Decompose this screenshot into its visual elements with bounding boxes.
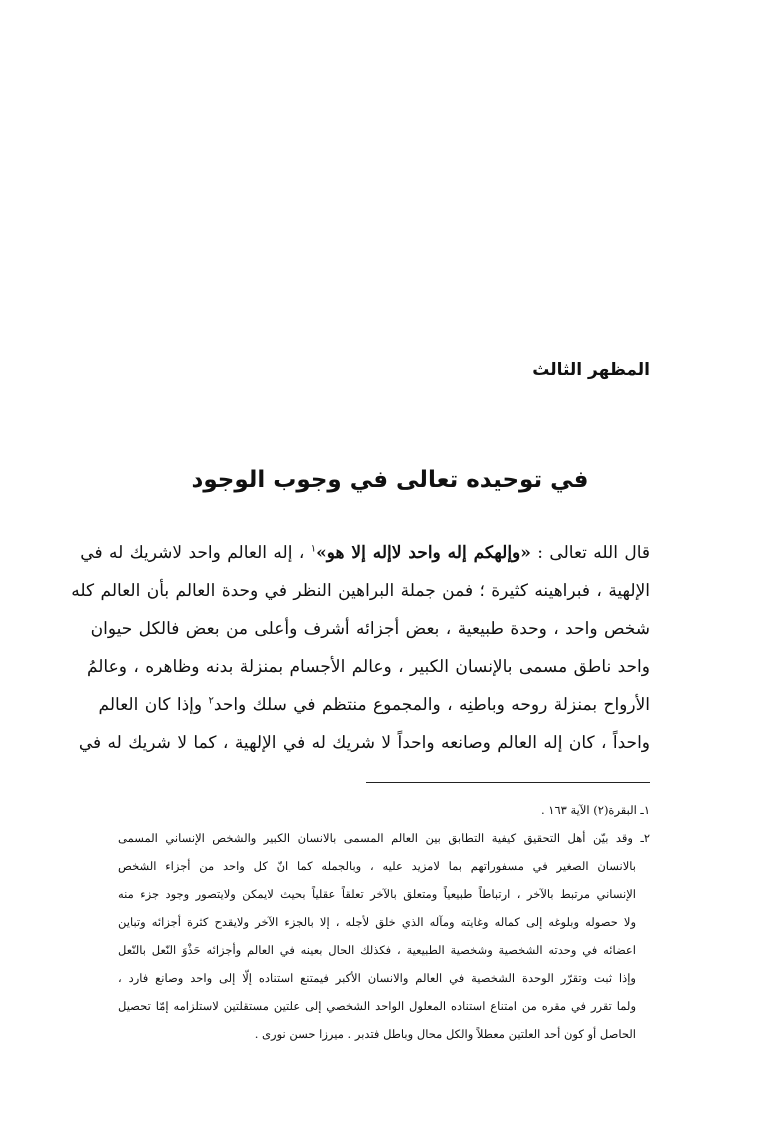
footnote-2-line: الحاصل أو كون أحد العلتين معطلاً والكل محال وباطل فتدبر . ميرزا حسن نورى .	[254, 1027, 636, 1041]
body-line-1	[80, 534, 650, 572]
body-line-3: شخص واحد ، وحدة طبيعية ، بعض أجزائه أشرف وأعلى من بعض فالكل حيوان	[90, 619, 650, 639]
footnote-2-line: ولما تقرر في مقره من امتناع استناده المعلول الواحد الشخصي إلى علتين مستقلتين لاستلزامه إمّا تحصيل	[118, 999, 636, 1013]
footnote-2-line: الإنساني مرتبط بالآخر ، ارتباطاً طبيعياً ومتعلق بالآخر تعلقاً عقلياً بحيث لايمكن ولايتصور وجود جزء منه	[118, 887, 636, 901]
body-line-4: واحد ناطق مسمى بالإنسان الكبير ، وعالم الأجسام بمنزلة بدنه وظاهره ، وعالمُ	[86, 657, 650, 677]
section-label: المظهر الثالث	[532, 360, 650, 380]
body-line-5-start: الأرواح بمنزلة روحه وباطنِه ، والمجموع منتظم في سلك واحد	[213, 695, 650, 715]
body-line-6: واحداً ، كان إله العالم وصانعه واحداً لا شريك له في الإلهية ، كما لا شريك له في	[78, 733, 650, 753]
footnotes	[118, 796, 650, 1048]
footnote-2-line: بالانسان الصغير في مسفوراتهم بما لامزيد عليه ، وبالجمله كما انّ كل واحد من أجزاء الشخص	[118, 859, 636, 873]
footnote-ref-1: ١	[310, 543, 317, 555]
footnote-2-line: ٢ـ وقد بيّن أهل التحقيق كيفية التطابق بين العالم المسمى بالانسان الكبير والشخص الإنساني المسمى	[118, 831, 650, 845]
footnote-1: ١ـ البقرة(٢) الآية ١٦٣ .	[540, 803, 650, 817]
body-text	[71, 534, 650, 762]
footnote-divider	[366, 782, 650, 783]
body-line-5	[98, 686, 650, 724]
footnote-2-line: وإذا ثبت وتقرّر الوحدة الشخصية في العالم والانسان الأكبر فيمتنع استناده إلّا إلى واحد وصانع فارد ،	[118, 971, 636, 985]
footnote-2-line: ولا حصوله وبلوغه إلى كماله وغايته ومآله الذي خلق لأجله ، إلا بالجزء الآخر ولايقدح كثرة أجزائه وتباين	[118, 915, 636, 929]
body-line-2: الإلهية ، فبراهينه كثيرة ؛ فمن جملة البراهين النظر في وحدة العالم بأن العالم كله	[71, 581, 650, 601]
footnote-2-line: اعضائه في وحدته الشخصية وشخصية الطبيعية ، فكذلك الحال بعينه في العالم وأجزائه حَذْوَ النّعل بالنّعل	[118, 943, 636, 957]
quran-quote: «وإلهكم إله واحد لاإله إلا هو»	[316, 543, 531, 563]
chapter-title: في توحيده تعالى في وجوب الوجود	[191, 467, 589, 493]
body-line-5-end: وإذا كان العالم	[98, 695, 209, 715]
footnote-ref-2: ٢	[208, 695, 214, 707]
body-line-1-end: ، إله العالم واحد لاشريك له في	[80, 543, 305, 563]
body-line-1-start: قال الله تعالى :	[530, 543, 650, 563]
